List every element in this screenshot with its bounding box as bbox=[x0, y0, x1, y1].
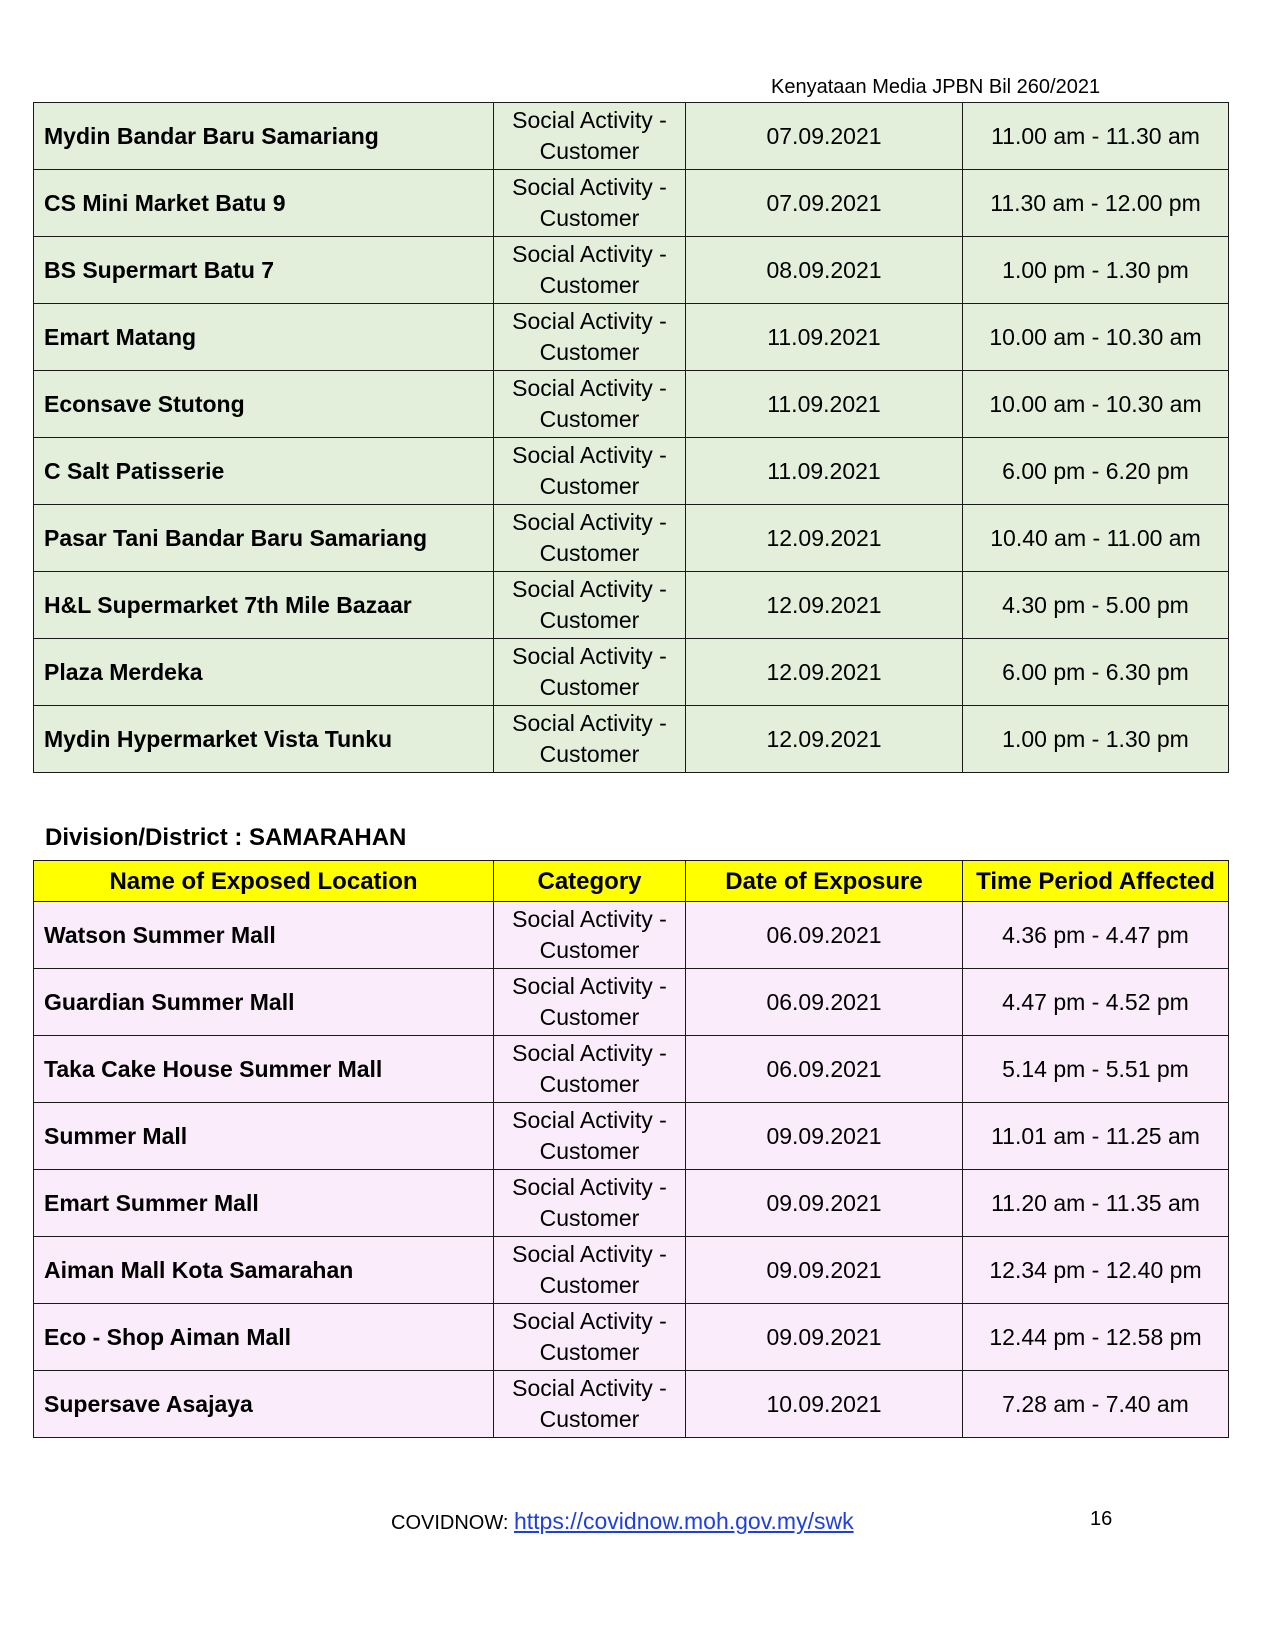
location-cell: Guardian Summer Mall bbox=[34, 969, 494, 1036]
page-number: 16 bbox=[1090, 1508, 1113, 1530]
category-line1: Social Activity - bbox=[512, 174, 667, 200]
category-line2: Customer bbox=[539, 138, 640, 164]
category-cell bbox=[494, 706, 686, 773]
category-line2: Customer bbox=[539, 1205, 640, 1231]
category-cell bbox=[494, 1170, 686, 1237]
date-cell: 11.09.2021 bbox=[686, 438, 963, 505]
date-cell: 07.09.2021 bbox=[686, 170, 963, 237]
date-cell: 09.09.2021 bbox=[686, 1304, 963, 1371]
time-cell: 6.00 pm - 6.30 pm bbox=[963, 639, 1229, 706]
footer bbox=[391, 1508, 854, 1535]
category-line2: Customer bbox=[539, 339, 640, 365]
location-cell: Pasar Tani Bandar Baru Samariang bbox=[34, 505, 494, 572]
date-cell: 12.09.2021 bbox=[686, 706, 963, 773]
category-line1: Social Activity - bbox=[512, 710, 667, 736]
category-line2: Customer bbox=[539, 540, 640, 566]
table-row bbox=[34, 572, 1229, 639]
header-time: Time Period Affected bbox=[963, 861, 1229, 902]
table-row bbox=[34, 902, 1229, 969]
category-cell bbox=[494, 304, 686, 371]
location-cell: Watson Summer Mall bbox=[34, 902, 494, 969]
document-reference: Kenyataan Media JPBN Bil 260/2021 bbox=[771, 76, 1101, 98]
time-cell: 10.00 am - 10.30 am bbox=[963, 371, 1229, 438]
category-line2: Customer bbox=[539, 607, 640, 633]
header-date: Date of Exposure bbox=[686, 861, 963, 902]
time-cell: 6.00 pm - 6.20 pm bbox=[963, 438, 1229, 505]
location-cell: Emart Matang bbox=[34, 304, 494, 371]
category-line2: Customer bbox=[539, 1004, 640, 1030]
table-row bbox=[34, 371, 1229, 438]
date-cell: 12.09.2021 bbox=[686, 639, 963, 706]
time-cell: 7.28 am - 7.40 am bbox=[963, 1371, 1229, 1438]
category-line2: Customer bbox=[539, 937, 640, 963]
location-cell: Eco - Shop Aiman Mall bbox=[34, 1304, 494, 1371]
time-cell: 1.00 pm - 1.30 pm bbox=[963, 237, 1229, 304]
category-cell bbox=[494, 237, 686, 304]
time-cell: 4.30 pm - 5.00 pm bbox=[963, 572, 1229, 639]
table-row bbox=[34, 237, 1229, 304]
category-line1: Social Activity - bbox=[512, 1375, 667, 1401]
footer-label: COVIDNOW: bbox=[391, 1512, 514, 1534]
category-line2: Customer bbox=[539, 741, 640, 767]
location-cell: Taka Cake House Summer Mall bbox=[34, 1036, 494, 1103]
category-line2: Customer bbox=[539, 406, 640, 432]
category-line1: Social Activity - bbox=[512, 973, 667, 999]
category-cell bbox=[494, 1371, 686, 1438]
category-line1: Social Activity - bbox=[512, 442, 667, 468]
category-line1: Social Activity - bbox=[512, 1040, 667, 1066]
date-cell: 12.09.2021 bbox=[686, 572, 963, 639]
table-row bbox=[34, 103, 1229, 170]
time-cell: 1.00 pm - 1.30 pm bbox=[963, 706, 1229, 773]
table-row bbox=[34, 170, 1229, 237]
table-row bbox=[34, 438, 1229, 505]
header-category: Category bbox=[494, 861, 686, 902]
time-cell: 11.00 am - 11.30 am bbox=[963, 103, 1229, 170]
covidnow-link[interactable]: https://covidnow.moh.gov.my/swk bbox=[513, 1508, 854, 1534]
category-line1: Social Activity - bbox=[512, 241, 667, 267]
table-row bbox=[34, 1170, 1229, 1237]
date-cell: 06.09.2021 bbox=[686, 1036, 963, 1103]
date-cell: 11.09.2021 bbox=[686, 371, 963, 438]
time-cell: 10.40 am - 11.00 am bbox=[963, 505, 1229, 572]
category-cell bbox=[494, 969, 686, 1036]
time-cell: 4.36 pm - 4.47 pm bbox=[963, 902, 1229, 969]
time-cell: 11.01 am - 11.25 am bbox=[963, 1103, 1229, 1170]
location-cell: Econsave Stutong bbox=[34, 371, 494, 438]
category-line1: Social Activity - bbox=[512, 1107, 667, 1133]
time-cell: 12.44 pm - 12.58 pm bbox=[963, 1304, 1229, 1371]
category-cell bbox=[494, 170, 686, 237]
category-cell bbox=[494, 1036, 686, 1103]
category-line1: Social Activity - bbox=[512, 308, 667, 334]
category-cell bbox=[494, 438, 686, 505]
category-line2: Customer bbox=[539, 674, 640, 700]
category-line2: Customer bbox=[539, 1406, 640, 1432]
location-cell: BS Supermart Batu 7 bbox=[34, 237, 494, 304]
category-line1: Social Activity - bbox=[512, 509, 667, 535]
date-cell: 09.09.2021 bbox=[686, 1103, 963, 1170]
category-cell bbox=[494, 1304, 686, 1371]
table-row bbox=[34, 1304, 1229, 1371]
time-cell: 12.34 pm - 12.40 pm bbox=[963, 1237, 1229, 1304]
category-line2: Customer bbox=[539, 1339, 640, 1365]
time-cell: 10.00 am - 10.30 am bbox=[963, 304, 1229, 371]
date-cell: 11.09.2021 bbox=[686, 304, 963, 371]
location-cell: Supersave Asajaya bbox=[34, 1371, 494, 1438]
time-cell: 11.20 am - 11.35 am bbox=[963, 1170, 1229, 1237]
category-line2: Customer bbox=[539, 205, 640, 231]
category-line1: Social Activity - bbox=[512, 643, 667, 669]
category-cell bbox=[494, 1103, 686, 1170]
exposure-table-samarahan bbox=[33, 860, 1229, 1438]
table-header-row bbox=[34, 861, 1229, 902]
category-cell bbox=[494, 572, 686, 639]
location-cell: Mydin Hypermarket Vista Tunku bbox=[34, 706, 494, 773]
category-line2: Customer bbox=[539, 1071, 640, 1097]
category-line1: Social Activity - bbox=[512, 906, 667, 932]
category-line1: Social Activity - bbox=[512, 576, 667, 602]
date-cell: 12.09.2021 bbox=[686, 505, 963, 572]
location-cell: Summer Mall bbox=[34, 1103, 494, 1170]
location-cell: H&L Supermarket 7th Mile Bazaar bbox=[34, 572, 494, 639]
category-cell bbox=[494, 639, 686, 706]
time-cell: 11.30 am - 12.00 pm bbox=[963, 170, 1229, 237]
category-cell bbox=[494, 902, 686, 969]
district-label: Division/District : SAMARAHAN bbox=[45, 824, 407, 851]
category-line2: Customer bbox=[539, 473, 640, 499]
category-cell bbox=[494, 103, 686, 170]
date-cell: 10.09.2021 bbox=[686, 1371, 963, 1438]
category-line1: Social Activity - bbox=[512, 1174, 667, 1200]
table-row bbox=[34, 505, 1229, 572]
date-cell: 06.09.2021 bbox=[686, 969, 963, 1036]
date-cell: 09.09.2021 bbox=[686, 1170, 963, 1237]
category-line2: Customer bbox=[539, 1272, 640, 1298]
category-cell bbox=[494, 371, 686, 438]
category-line1: Social Activity - bbox=[512, 107, 667, 133]
table-row bbox=[34, 969, 1229, 1036]
date-cell: 07.09.2021 bbox=[686, 103, 963, 170]
category-line1: Social Activity - bbox=[512, 1241, 667, 1267]
category-line2: Customer bbox=[539, 1138, 640, 1164]
date-cell: 09.09.2021 bbox=[686, 1237, 963, 1304]
table-row bbox=[34, 1036, 1229, 1103]
location-cell: Aiman Mall Kota Samarahan bbox=[34, 1237, 494, 1304]
date-cell: 06.09.2021 bbox=[686, 902, 963, 969]
category-line1: Social Activity - bbox=[512, 1308, 667, 1334]
category-line2: Customer bbox=[539, 272, 640, 298]
location-cell: C Salt Patisserie bbox=[34, 438, 494, 505]
table-row bbox=[34, 1371, 1229, 1438]
table-row bbox=[34, 1103, 1229, 1170]
category-cell bbox=[494, 505, 686, 572]
category-cell bbox=[494, 1237, 686, 1304]
table-row bbox=[34, 1237, 1229, 1304]
category-line1: Social Activity - bbox=[512, 375, 667, 401]
exposure-table-continued bbox=[33, 102, 1229, 773]
table-row bbox=[34, 304, 1229, 371]
header-location: Name of Exposed Location bbox=[34, 861, 494, 902]
location-cell: Mydin Bandar Baru Samariang bbox=[34, 103, 494, 170]
time-cell: 4.47 pm - 4.52 pm bbox=[963, 969, 1229, 1036]
location-cell: CS Mini Market Batu 9 bbox=[34, 170, 494, 237]
table-row bbox=[34, 706, 1229, 773]
table-row bbox=[34, 639, 1229, 706]
date-cell: 08.09.2021 bbox=[686, 237, 963, 304]
location-cell: Plaza Merdeka bbox=[34, 639, 494, 706]
location-cell: Emart Summer Mall bbox=[34, 1170, 494, 1237]
time-cell: 5.14 pm - 5.51 pm bbox=[963, 1036, 1229, 1103]
